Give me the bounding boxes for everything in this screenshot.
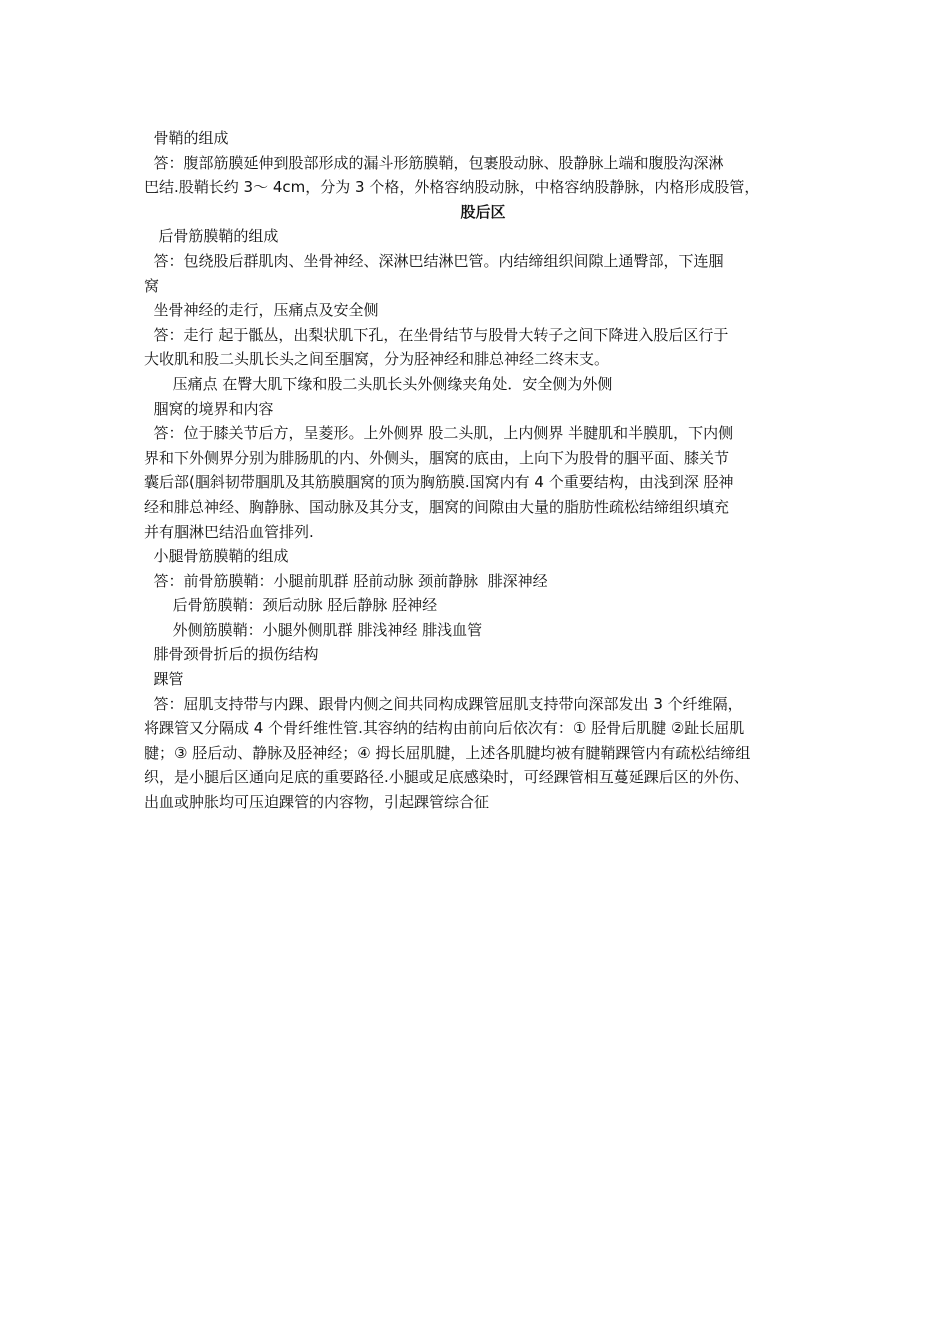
- text-line: 窝: [144, 276, 160, 295]
- text-line: 并有腘淋巴结沿血管排列.: [144, 522, 314, 541]
- text-line: 答：位于膝关节后方，呈菱形。上外侧界 股二头肌，上内侧界 半腱肌和半膜肌，下内侧: [144, 424, 734, 443]
- text-line: 答：前骨筋膜鞘：小腿前肌群 胫前动脉 颈前静脉 腓深神经: [144, 571, 548, 590]
- text-line: 答：腹部筋膜延伸到股部形成的漏斗形筋膜鞘，包裹股动脉、股静脉上端和腹股沟深淋: [144, 153, 724, 172]
- text-line: 压痛点 在臀大肌下缘和股二头肌长头外侧缘夹角处．安全侧为外侧: [144, 374, 613, 393]
- text-line: 腓骨颈骨折后的损伤结构: [144, 645, 319, 664]
- text-line: 界和下外侧界分别为腓肠肌的内、外侧头，腘窝的底由，上向下为股骨的腘平面、膝关节: [144, 448, 730, 467]
- text-line: 将踝管又分隔成 4 个骨纤维性管.其容纳的结构由前向后依次有：① 胫骨后肌腱 ②趾长屈肌: [144, 719, 745, 738]
- text-line: 骨鞘的组成: [144, 129, 229, 147]
- text-line: 腱；③ 胫后动、静脉及胫神经；④ 拇长屈肌腱，上述各肌腱均被有腱鞘踝管内有疏松结缔组: [144, 743, 751, 762]
- text-line: 小腿骨筋膜鞘的组成: [144, 547, 289, 566]
- section-heading: 股后区: [460, 202, 506, 221]
- text-line: 坐骨神经的走行，压痛点及安全侧: [144, 301, 379, 320]
- text-line: 出血或肿胀均可压迫踝管的内容物，引起踝管综合征: [144, 793, 490, 812]
- text-line: 大收肌和股二头肌长头之间至腘窝，分为胫神经和腓总神经二终末支。: [144, 350, 610, 369]
- text-line: 经和腓总神经、胸静脉、国动脉及其分支，腘窝的间隙由大量的脂肪性疏松结缔组织填充: [144, 497, 730, 516]
- text-line: 织，是小腿后区通向足底的重要路径.小腿或足底感染时，可经踝管相互蔓延踝后区的外伤、: [144, 768, 749, 787]
- text-line: 腘窝的境界和内容: [144, 399, 274, 418]
- text-line: 踝管: [144, 670, 184, 689]
- text-line: 囊后部(腘斜韧带腘肌及其筋膜腘窝的顶为胸筋膜.国窝内有 4 个重要结构，由浅到深 胫神: [144, 473, 734, 492]
- document-body: [144, 126, 822, 815]
- text-line: 答：包绕股后群肌肉、坐骨神经、深淋巴结淋巴管。内结缔组织间隙上通臀部，下连腘: [144, 251, 724, 270]
- text-line: 外侧筋膜鞘：小腿外侧肌群 腓浅神经 腓浅血管: [144, 620, 483, 639]
- text-line: 巴结.股鞘长约 3～ 4cm，分为 3 个格，外格容纳股动脉，中格容纳股静脉，内格形成股管，: [144, 178, 760, 197]
- text-line: 答：屈肌支持带与内踝、跟骨内侧之间共同构成踝管屈肌支持带向深部发出 3 个纤维隔，: [144, 694, 743, 713]
- text-line: 后骨筋膜鞘的组成: [144, 227, 279, 246]
- text-line: 后骨筋膜鞘：颈后动脉 胫后静脉 胫神经: [144, 596, 438, 615]
- text-line: 答：走行 起于骶丛，出梨状肌下孔，在坐骨结节与股骨大转子之间下降进入股后区行于: [144, 325, 729, 344]
